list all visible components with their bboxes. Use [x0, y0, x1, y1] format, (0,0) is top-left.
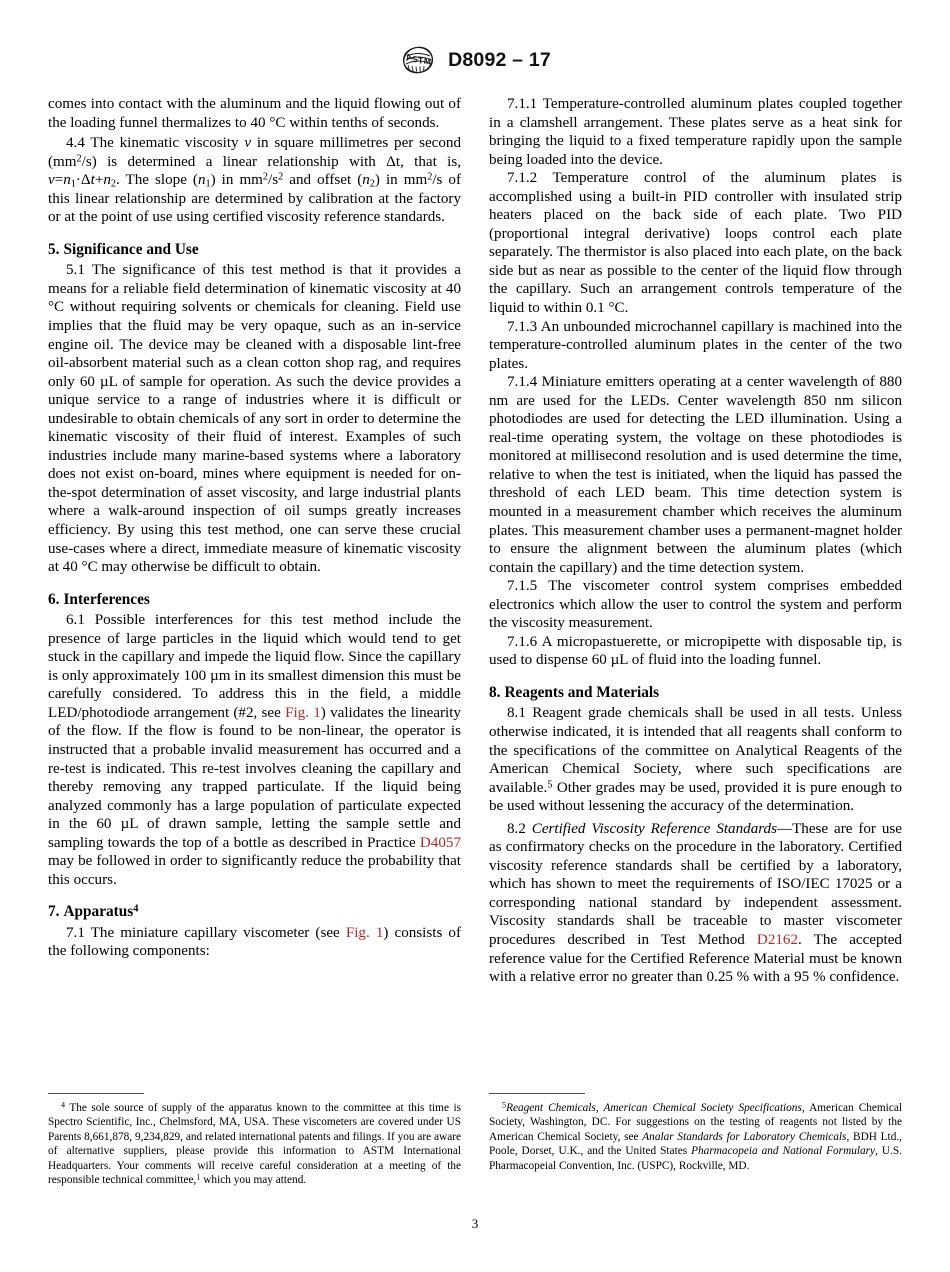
heading-section-7	[48, 889, 461, 924]
equation-n2: n	[103, 172, 111, 189]
par-4-4-f: and offset (	[283, 172, 363, 189]
footnote-5-italic-3: Pharmacopeia and National Formulary	[691, 1145, 876, 1158]
page-number: 3	[471, 1216, 479, 1231]
paragraph-8-2	[489, 820, 902, 987]
link-d2162[interactable]: D2162	[756, 932, 799, 949]
par-7-1-a: 7.1 The miniature capillary viscometer (see	[66, 924, 346, 941]
equation-n1-sub: 1	[70, 178, 76, 190]
footnote-column-right	[489, 1093, 902, 1173]
footnote-5-marker: 5	[502, 1100, 507, 1110]
heading-7-footnote-marker: 4	[133, 903, 139, 915]
link-fig-1-a[interactable]: Fig. 1	[285, 704, 321, 721]
heading-8-number: 8.	[489, 683, 501, 701]
exponent-two-c: 2	[278, 171, 284, 183]
link-fig-1-b[interactable]: Fig. 1	[345, 924, 384, 941]
par-4-4-prefix: 4.4 The kinematic viscosity	[66, 135, 245, 152]
equation-plus: +	[94, 172, 104, 189]
footnote-marker-5: 5	[547, 779, 553, 791]
heading-section-8	[489, 670, 902, 705]
svg-text:A: A	[404, 51, 414, 63]
footnote-column-left	[48, 1093, 461, 1187]
exponent-two-b: 2	[262, 171, 269, 183]
footnote-4-inline-marker: 1	[196, 1172, 201, 1182]
par-4-4-e: /s	[268, 172, 279, 189]
paragraph-7-1-3: 7.1.3 An unbounded microchannel capillary is machined into the temperature-controlled aluminum plates in the center of the two plates.	[489, 318, 902, 372]
equation-t: t	[90, 172, 95, 189]
heading-6-title: Interferences	[63, 590, 150, 608]
footnote-4-text-a: The sole source of supply of the apparatus known to the committee at this time is Spectro Scientific, Inc., Chelmsford, MA, USA. These viscometers are covered under US Parents 8,661,878, 9,234,829, and related international patents and filings. If you are aware of alternative suppliers, please provide this information to ASTM International Headquarters. Your comments will receive careful consideration at a meeting of the responsible technical committee,	[48, 1102, 461, 1187]
equation-n1: n	[63, 172, 71, 189]
exponent-two-a: 2	[76, 153, 82, 165]
footnote-4-marker: 4	[61, 1100, 66, 1110]
par-4-4-h: /s of this linear relationship are determined by calibration at the factory or at the point of use using certified viscosity reference standards.	[48, 172, 461, 226]
par-6-1-a: 6.1 Possible interferences for this test method include the presence of large particles in the liquid which would tend to get stuck in the capillary and impede the liquid flow. Since the capillary is only approximately 100 µm in its smallest dimension this must be carefully considered. To address this in the field, a middle LED/photodiode arrangement (#2, see	[48, 612, 461, 721]
par-8-2-a: —These are for use as confirmatory checks on the procedure in the laboratory. Certified viscosity reference standards shall be certified by a laboratory, which has shown to meet the requirements of ISO/IEC 17025 or a corresponding national standard by independent assessment. Viscosity standards shall be traceable to master viscometer procedures described in Test Method	[489, 820, 902, 949]
offset-n: n	[362, 172, 370, 189]
symbol-nu: ν	[244, 135, 252, 152]
paragraph-8-1	[489, 704, 902, 815]
paragraph-4-3-continuation: comes into contact with the aluminum and the liquid flowing out of the loading funnel thermalizes to 40 °C within tenths of seconds.	[48, 96, 461, 131]
footnote-separator-left	[48, 1093, 144, 1094]
svg-text:T: T	[418, 55, 424, 66]
svg-text:S: S	[411, 53, 419, 65]
astm-logo-icon	[399, 46, 439, 74]
heading-7-number: 7.	[48, 903, 60, 921]
equation-dot-delta: ·Δ	[75, 172, 91, 189]
par-8-2-number: 8.2	[507, 820, 532, 837]
par-8-2-b: . The accepted reference value for the Certified Reference Material must be known with a relative error no greater than 0.25 % with a 95 % confidence.	[489, 932, 902, 986]
par-8-2-term: Certified Viscosity Reference Standards	[531, 820, 777, 837]
link-d4057[interactable]: D4057	[419, 834, 461, 851]
footnote-5-italic-2: Analar Standards for Laboratory Chemicals	[642, 1130, 847, 1143]
footnote-5	[489, 1101, 902, 1173]
slope-n: n	[197, 172, 206, 189]
footnote-separator-right	[489, 1093, 585, 1094]
par-6-1-b: ) validates the linearity of the flow. If the flow is found to be non-linear, the operator is instructed that a probable invalid measurement has occurred and a re-test is indicated. This re-test involves cleaning the capillary and thereby removing any trapped particulate. If the liquid being analyzed commonly has a large population of particulate expected in the 60 µL of drawn sample, letting the sample settle and sampling towards the top of a bottle as described in Practice	[48, 704, 461, 851]
paragraph-7-1	[48, 924, 461, 961]
svg-text:M: M	[423, 55, 432, 67]
left-column	[48, 95, 461, 961]
paragraph-7-1-2: 7.1.2 Temperature control of the aluminum plates is accomplished using a built-in PID controller with insulated strip heaters placed on the back side of each plate. Two PID (proportional integral derivative) loops control each plate separately. The thermistor is also placed into each plate, on the back side but as near as possible to the center of the liquid flow through the capillary. Such an arrangement controls temperature of the liquid to within 0.1 °C.	[489, 170, 902, 317]
heading-5-number: 5.	[48, 240, 60, 258]
paragraph-5-1: 5.1 The significance of this test method is that it provides a means for a reliable field determination of kinematic viscosity at 40 °C without requiring solvents or chemicals for cleaning. Field use implies that the fluid may be very opaque, such as an in-service engine oil. The device may be cleaned with a disposable lint-free oil-absorbent material such as a clean cotton shop rag, and requires only 60 µL of sample for operation. As such the device provides a unique service to a range of industries where it is difficult or undesirable to obtain chemicals of any sort in order to determine the kinematic viscosity of their fluid of interest. Examples of such industries include many marine-based systems where a laboratory does not exist on-board, mines where equipment is needed for on-the-spot determination of asset viscosity, and large industrial plants where a walk-around inspection of oil sumps greatly increases efficiency. By using this test method, one can serve these crucial use-cases where a direct, immediate measure of kinematic viscosity at 40 °C may otherwise be difficult to obtain.	[48, 262, 461, 576]
footnote-4	[48, 1101, 461, 1187]
heading-6-number: 6.	[48, 590, 60, 608]
paragraph-7-1-6: 7.1.6 A micropastuerette, or micropipette with disposable tip, is used to dispense 60 µL of fluid into the loading funnel.	[489, 633, 902, 669]
heading-section-6	[48, 577, 461, 612]
exponent-two-d: 2	[427, 171, 433, 183]
document-designation: D8092 – 17	[448, 49, 551, 72]
two-column-body	[48, 95, 902, 1090]
equation-nu: ν	[48, 172, 55, 189]
page-header	[0, 46, 950, 80]
heading-section-5	[48, 227, 461, 262]
par-4-4-a: in square millimetres per second (mm	[48, 135, 461, 170]
footnote-5-text-c: , U.S. Pharmacopeial Convention, Inc. (USPC), Rockville, MD.	[489, 1145, 902, 1172]
par-4-4-b: /s) is determined a linear relationship with Δt, that is,	[81, 153, 461, 170]
footnote-5-text-a: , American Chemical Society, Washington, DC. For suggestions on the testing of reagents not listed by the American Chemical Society, see	[489, 1102, 902, 1143]
par-4-4-c: . The slope (	[116, 172, 198, 189]
footnote-5-italic-1: Reagent Chemicals, American Chemical Society Specifications	[506, 1102, 802, 1114]
par-4-4-d: ) in mm	[210, 172, 263, 189]
footnote-4-text-b: which you may attend.	[200, 1174, 307, 1187]
paragraph-7-1-1: 7.1.1 Temperature-controlled aluminum plates coupled together in a clamshell arrangement. These plates serve as a heat sink for bringing the liquid to a fixed temperature rapidly upon the sample being loaded into the device.	[489, 96, 902, 168]
heading-8-title: Reagents and Materials	[504, 683, 660, 701]
par-7-1-b: ) consists of the following components:	[48, 924, 461, 960]
equation-n2-sub: 2	[110, 178, 117, 190]
heading-7-title: Apparatus	[63, 903, 134, 921]
slope-n-sub: 1	[205, 178, 211, 190]
paragraph-6-1	[48, 611, 461, 889]
offset-n-sub: 2	[369, 178, 375, 190]
equation-equals: =	[54, 172, 64, 189]
par-6-1-c: may be followed in order to significantly reduce the probability that this occurs.	[48, 853, 461, 888]
right-column	[489, 95, 902, 987]
par-8-1-b: Other grades may be used, provided it is pure enough to be used without lessening the accuracy of the determination.	[489, 779, 902, 815]
heading-5-title: Significance and Use	[63, 240, 199, 258]
par-4-4-g: ) in mm	[374, 172, 428, 189]
paragraph-7-1-5: 7.1.5 The viscometer control system comprises embedded electronics which allow the user to control the system and perform the viscosity measurement.	[489, 578, 902, 632]
paragraph-7-1-4: 7.1.4 Miniature emitters operating at a center wavelength of 880 nm are used for the LEDs. Center wavelength 850 nm silicon photodiodes are used for detecting the LED illumination. Using a real-time operating system, the voltage on these photodiodes is monitored at millisecond resolution and is used determine the time, relative to when the test is initiated, when the liquid has passed the threshold of each LED beam. This time detection system is mounted in a measurement chamber which receives the aluminum plates. This measurement chamber uses a permanent-magnet holder to ensure the alignment between the aluminum plates (which contain the capillary) and the time detection system.	[489, 374, 902, 576]
par-8-1-a: 8.1 Reagent grade chemicals shall be used in all tests. Unless otherwise indicated, it is intended that all reagents shall conform to the specifications of the committee on Analytical Reagents of the American Chemical Society, where such specifications are available.	[489, 705, 902, 796]
paragraph-4-4	[48, 134, 461, 227]
footnote-5-text-b: , BDH Ltd., Poole, Dorset, U.K., and the United States	[489, 1130, 902, 1158]
